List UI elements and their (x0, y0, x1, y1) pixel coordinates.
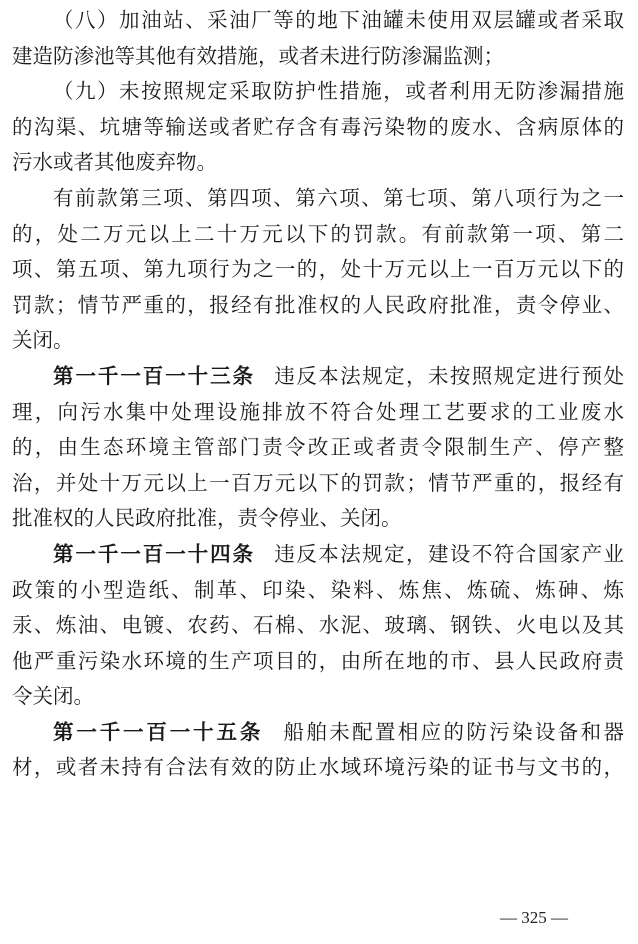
paragraph (12, 74, 624, 181)
paragraph (12, 181, 624, 359)
article-number: 第一千一百一十五条 (53, 719, 264, 744)
text-line: 关闭。 (12, 328, 74, 353)
text-line: 汞、炼油、电镀、农药、石棉、水泥、玻璃、钢铁、火电以及其 (12, 613, 624, 638)
article-number: 第一千一百一十三条 (53, 363, 255, 388)
article-paragraph (12, 715, 624, 786)
text-line: 项、第五项、第九项行为之一的，处十万元以上一百万元以下的 (12, 257, 624, 282)
text-line: 他严重污染水环境的生产项目的，由所在地的市、县人民政府责 (12, 648, 624, 673)
text-line: 污水或者其他废弃物。 (12, 150, 217, 175)
article-paragraph (12, 537, 624, 715)
text-line: 罚款；情节严重的，报经有批准权的人民政府批准，责令停业、 (12, 292, 624, 317)
text-line: 政策的小型造纸、制革、印染、染料、炼焦、炼硫、炼砷、炼 (12, 577, 624, 602)
text-line: 理，向污水集中处理设施排放不符合处理工艺要求的工业废水 (12, 399, 624, 424)
text-line: 令关闭。 (12, 684, 94, 709)
paragraph (12, 3, 624, 74)
text-line: 违反本法规定，建设不符合国家产业 (272, 541, 625, 566)
text-line: 的，由生态环境主管部门责令改正或者责令限制生产、停产整 (12, 435, 624, 460)
text-line: 建造防渗池等其他有效措施，或者未进行防渗漏监测； (12, 43, 504, 68)
document-page (12, 0, 624, 786)
article-first-line (12, 537, 624, 573)
text-line: 有前款第三项、第四项、第六项、第七项、第八项行为之一 (53, 185, 624, 210)
text-line: 违反本法规定，未按照规定进行预处 (272, 363, 625, 388)
text-line: 材，或者未持有合法有效的防止水域环境污染的证书与文书的， (12, 755, 624, 780)
text-line: （九）未按照规定采取防护性措施，或者利用无防渗漏措施 (53, 79, 624, 104)
text-line: 批准权的人民政府批准，责令停业、关闭。 (12, 506, 402, 531)
article-number: 第一千一百一十四条 (53, 541, 255, 566)
article-paragraph (12, 359, 624, 537)
text-line: 的沟渠、坑塘等输送或者贮存含有毒污染物的废水、含病原体的 (12, 114, 624, 139)
text-line: 治，并处十万元以上一百万元以下的罚款；情节严重的，报经有 (12, 470, 624, 495)
article-first-line (12, 715, 624, 751)
article-first-line (12, 359, 624, 395)
page-number: — 325 — (500, 908, 568, 927)
text-line: 船舶未配置相应的防污染设备和器 (281, 719, 624, 744)
text-line: 的，处二万元以上二十万元以下的罚款。有前款第一项、第二 (12, 221, 624, 246)
text-line: （八）加油站、采油厂等的地下油罐未使用双层罐或者采取 (53, 8, 624, 32)
